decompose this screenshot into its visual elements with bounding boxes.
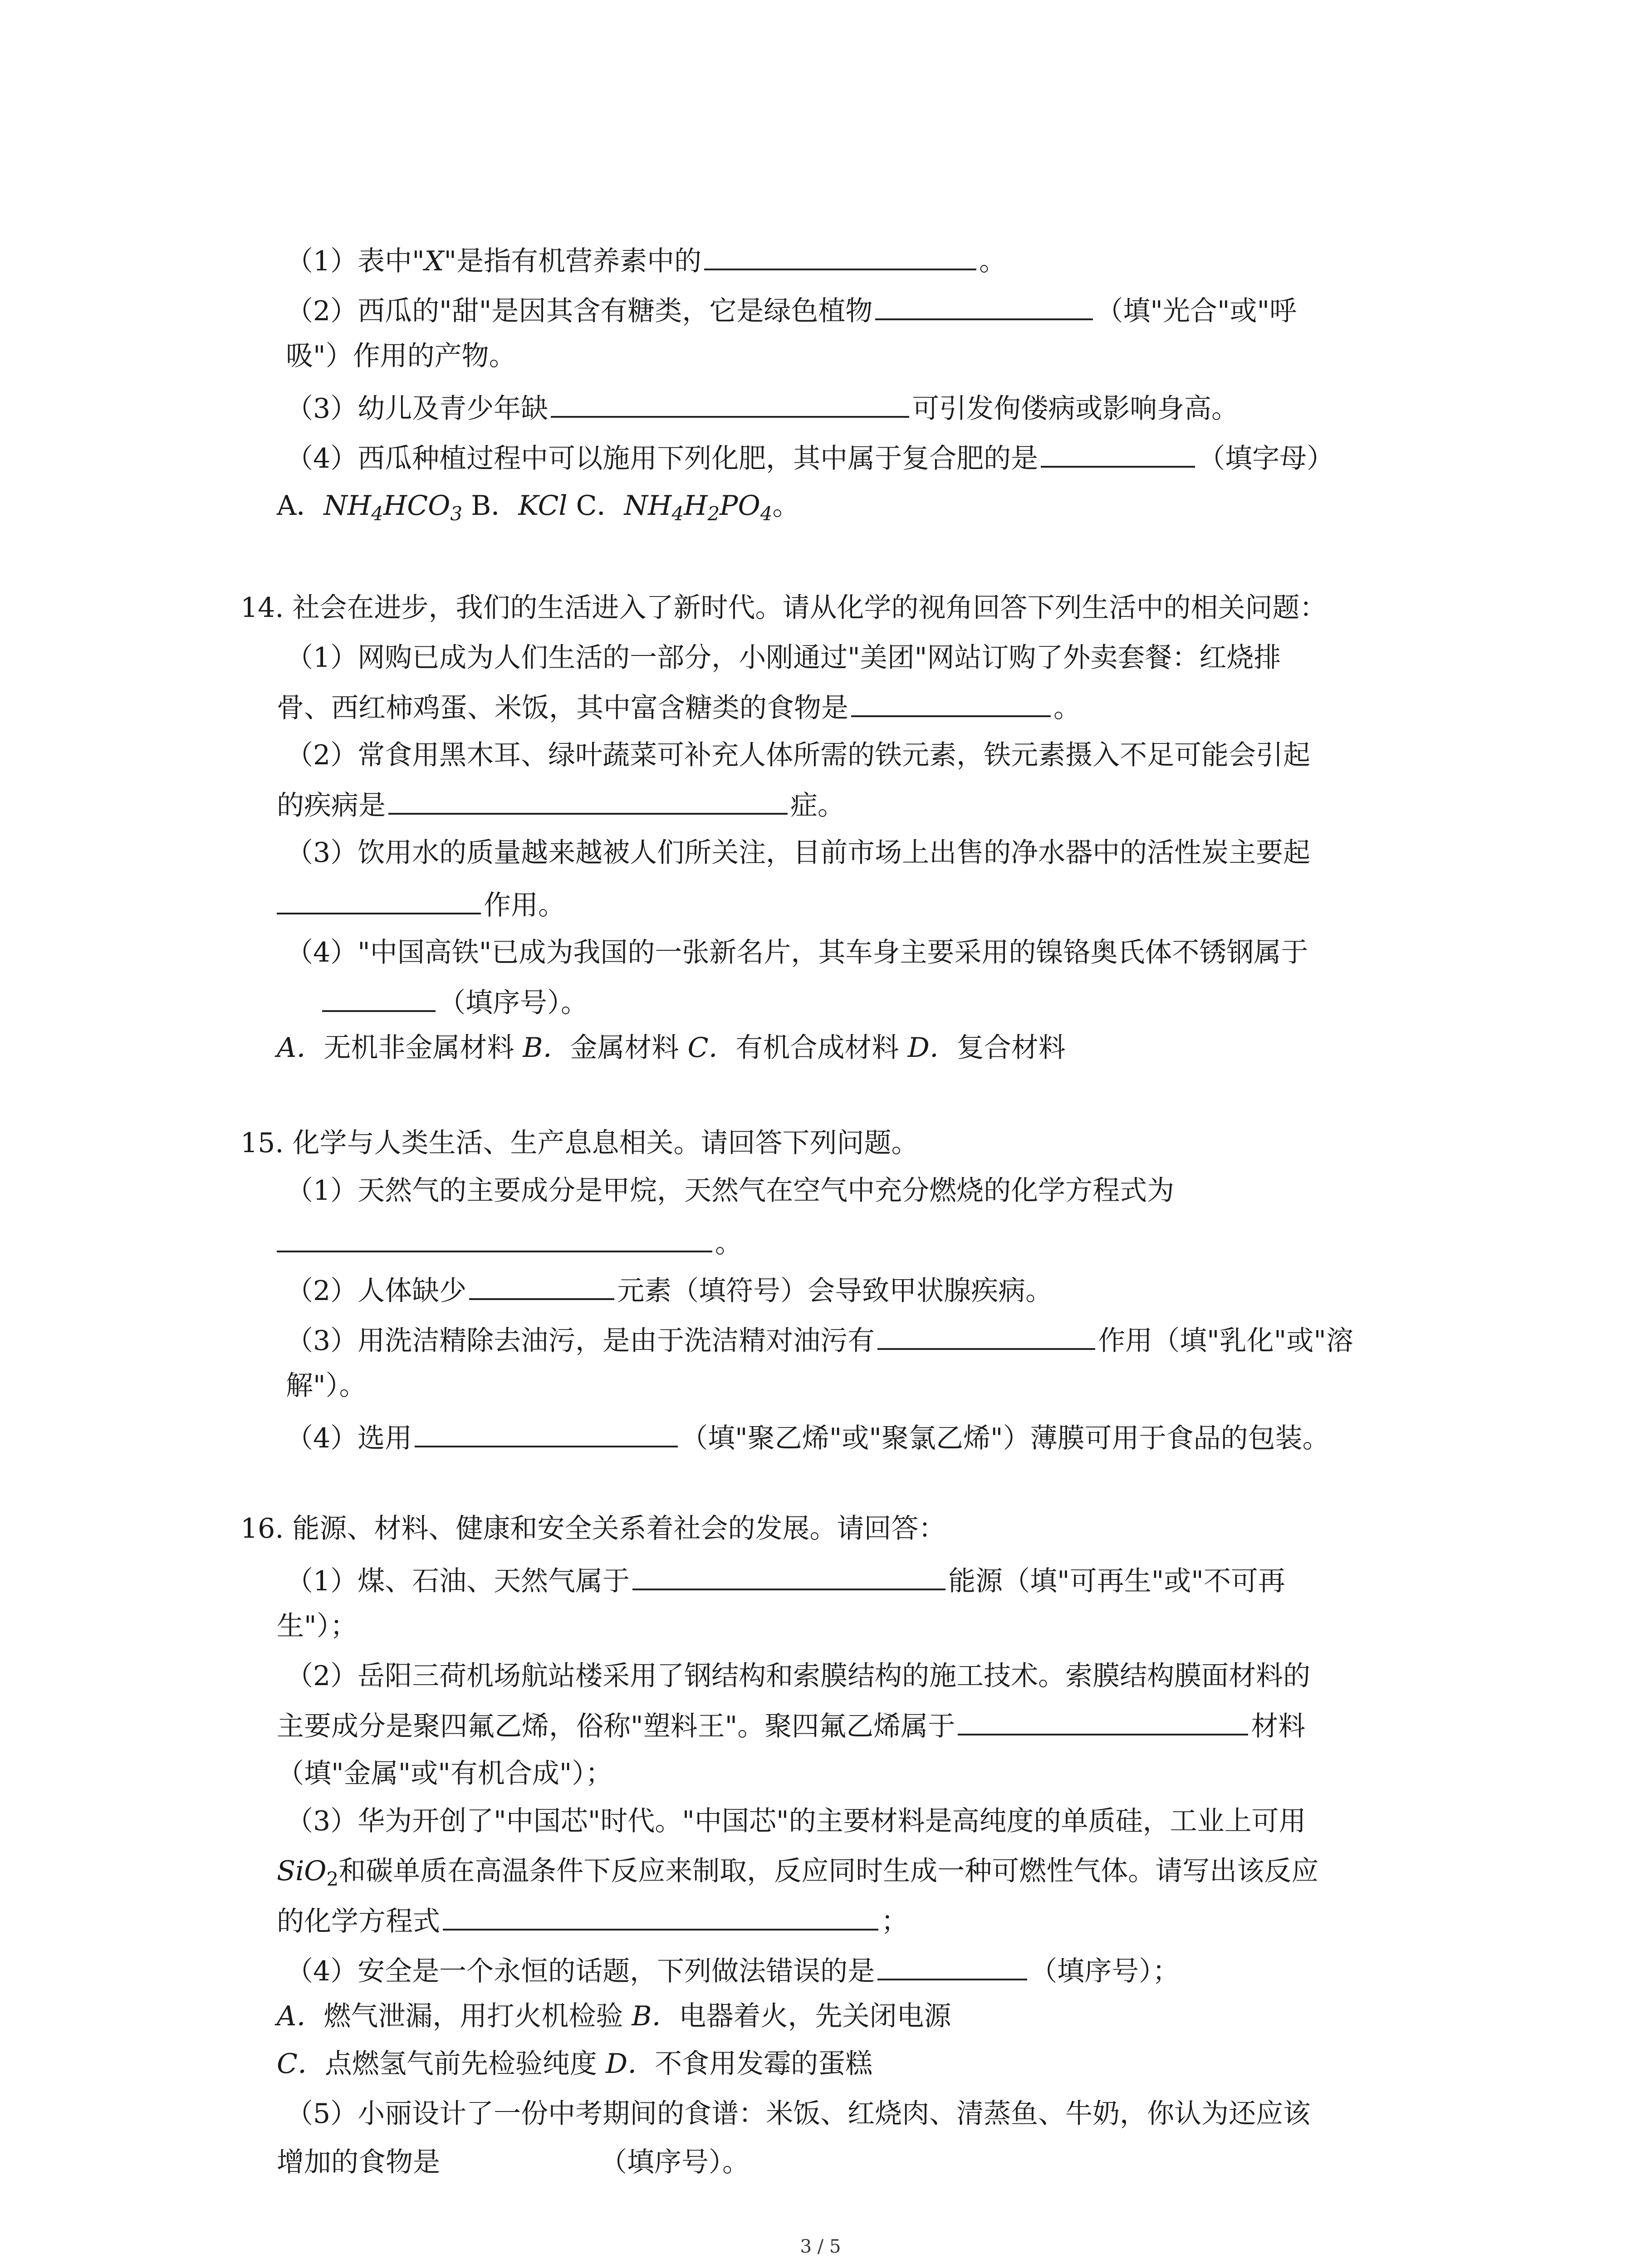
q13-opt-c-po: PO [720, 490, 760, 522]
q13-part3 [286, 388, 1239, 424]
q16-stem [240, 1510, 946, 1547]
q15-part1-cont [277, 1222, 742, 1259]
q13-opt-a-sub3: 3 [450, 503, 463, 525]
q16-p1-text-b: 能源（填"可再生"或"不可再 [948, 1565, 1285, 1597]
q13-p1-text-b: "是指有机营养素中的 [444, 245, 702, 277]
q15-p2-text-b: 元素（填符号）会导致甲状腺疾病。 [617, 1275, 1053, 1307]
q16-p5-text-a: （5）小丽设计了一份中考期间的食谱：米饭、红烧肉、清蒸鱼、牛奶，你认为还应该 [286, 2098, 1311, 2130]
q14-part4 [286, 934, 1308, 971]
q14-opt-a[interactable]: 无机非金属材料 [323, 1032, 514, 1064]
q16-options-row1 [277, 1998, 951, 2034]
q15-part3-cont [286, 1368, 367, 1404]
q15-stem-text: 化学与人类生活、生产息息相关。请回答下列问题。 [292, 1127, 919, 1159]
q13-opt-c-nh: NH [624, 490, 672, 522]
q16-p4-text-b: （填序号）； [1030, 1955, 1180, 1987]
q13-p1-end: 。 [979, 245, 1007, 277]
q15-p3-text-c: 解"）。 [286, 1370, 367, 1402]
q16-p3-end: ； [881, 1906, 908, 1937]
q16-opt-b[interactable]: 电器着火，先关闭电源 [679, 2000, 951, 2032]
q16-part3-cont [277, 1853, 1318, 1889]
q15-p3-blank[interactable] [877, 1320, 1095, 1350]
q13-p2-text-c: 吸"）作用的产物。 [286, 340, 516, 372]
q15-p4-blank[interactable] [415, 1418, 678, 1447]
q16-part3-cont2 [277, 1901, 908, 1937]
q16-opt-a-label: A． [277, 2000, 324, 2032]
q13-opt-a-label: A． [277, 490, 324, 522]
q15-part3 [286, 1320, 1353, 1356]
q16-p5-blank[interactable] [443, 2143, 597, 2171]
q13-p3-text-a: （3）幼儿及青少年缺 [286, 393, 549, 425]
q14-p2-blank[interactable] [388, 785, 788, 815]
q13-p4-blank[interactable] [1041, 438, 1195, 468]
q13-p2-text-a: （2）西瓜的"甜"是因其含有糖类，它是绿色植物 [286, 295, 873, 327]
q13-p4-text-a: （4）西瓜种植过程中可以施用下列化肥，其中属于复合肥的是 [286, 443, 1038, 474]
q15-p3-text-a: （3）用洗洁精除去油污，是由于洗洁精对油污有 [286, 1325, 875, 1357]
q15-p2-blank[interactable] [469, 1270, 614, 1300]
q16-p3-text-b: 和碳单质在高温条件下反应来制取，反应同时生成一种可燃性气体。请写出该反应 [338, 1855, 1319, 1887]
q13-opt-c-sub2: 2 [707, 503, 720, 525]
q16-p3-text-c: 的化学方程式 [277, 1906, 440, 1937]
q16-opt-a[interactable]: 燃气泄漏，用打火机检验 [323, 2000, 623, 2032]
q13-part4 [286, 438, 1334, 474]
q14-opt-a-label: A． [277, 1032, 324, 1064]
q16-p2-text-c: 材料 [1251, 1711, 1306, 1742]
q14-p4-end: （填序号）。 [438, 987, 588, 1019]
q15-p1-end: 。 [715, 1227, 742, 1259]
q15-p2-text-a: （2）人体缺少 [286, 1275, 467, 1307]
q14-part4-cont [277, 982, 588, 1018]
q16-p2-text-b: 主要成分是聚四氟乙烯，俗称"塑料王"。聚四氟乙烯属于 [277, 1711, 955, 1742]
q14-p3-end: 作用。 [484, 890, 565, 921]
q15-part2 [286, 1270, 1053, 1306]
q14-number: 14. [240, 592, 284, 624]
q14-opt-d[interactable]: 复合材料 [956, 1032, 1066, 1064]
q15-p1-blank[interactable] [277, 1222, 712, 1252]
q14-p2-end: 症。 [790, 790, 845, 821]
q14-p4-text-a: （4）"中国高铁"已成为我国的一张新名片，其车身主要采用的镍铬奥氏体不锈钢属于 [286, 937, 1308, 968]
q15-part4 [286, 1418, 1330, 1454]
q14-stem-text: 社会在进步，我们的生活进入了新时代。请从化学的视角回答下列生活中的相关问题： [292, 592, 1327, 624]
q16-part2-cont [277, 1706, 1305, 1742]
q16-part5 [286, 2096, 1310, 2132]
q15-p1-text-a: （1）天然气的主要成分是甲烷，天然气在空气中充分燃烧的化学方程式为 [286, 1175, 1175, 1207]
q13-p1-blank[interactable] [704, 240, 976, 270]
q15-p3-text-b: 作用（填"乳化"或"溶 [1098, 1325, 1353, 1357]
q16-opt-d[interactable]: 不食用发霉的蛋糕 [655, 2048, 873, 2080]
q16-part5-cont [277, 2143, 749, 2180]
q14-p2-text-b: 的疾病是 [277, 790, 386, 821]
q13-opt-c-formula [624, 490, 773, 525]
q16-p5-text-b: 增加的食物是 [277, 2146, 440, 2178]
q13-p3-text-b: 可引发佝偻病或影响身高。 [912, 393, 1239, 425]
q16-number: 16. [240, 1513, 284, 1545]
q14-opt-b-label: B． [523, 1032, 570, 1064]
q15-p4-text-a: （4）选用 [286, 1422, 412, 1454]
q16-part1-cont [277, 1608, 358, 1644]
q16-p3-blank[interactable] [443, 1901, 878, 1931]
q13-opt-c-label: C． [576, 490, 624, 522]
q14-part2-cont [277, 785, 845, 821]
q14-p1-end: 。 [1053, 692, 1081, 724]
q13-opt-a-sub4: 4 [371, 503, 383, 525]
q14-part3-cont [277, 885, 565, 921]
q15-number: 15. [240, 1127, 284, 1159]
q13-p2-text-b: （填"光合"或"呼 [1096, 295, 1297, 327]
q14-part1 [286, 640, 1281, 676]
q16-p2-text-a: （2）岳阳三荷机场航站楼采用了钢结构和索膜结构的施工技术。索膜结构膜面材料的 [286, 1660, 1311, 1692]
q13-opt-end: 。 [772, 490, 800, 522]
q13-part2-cont [286, 338, 516, 374]
q13-options [277, 488, 799, 524]
q16-part1 [286, 1560, 1285, 1597]
q14-opt-b[interactable]: 金属材料 [570, 1032, 679, 1064]
q14-stem [240, 590, 1327, 626]
q13-opt-a-nh: NH [323, 490, 372, 522]
q13-part1 [286, 240, 1006, 277]
q16-p2-blank[interactable] [958, 1706, 1248, 1735]
q14-opt-c[interactable]: 有机合成材料 [735, 1032, 899, 1064]
q13-opt-c-sub4b: 4 [760, 503, 773, 525]
q14-p3-text-a: （3）饮用水的质量越来越被人们所关注，目前市场上出售的净水器中的活性炭主要起 [286, 837, 1311, 869]
q16-part2 [286, 1658, 1310, 1694]
q16-p4-text-a: （4）安全是一个永恒的话题，下列做法错误的是 [286, 1955, 875, 1987]
q16-part2-cont2 [277, 1755, 612, 1792]
q16-p2-text-d: （填"金属"或"有机合成"）； [277, 1758, 613, 1789]
q13-opt-a-hco: HCO [383, 490, 451, 522]
q13-p2-blank[interactable] [875, 290, 1093, 320]
page-number: 3 / 5 [800, 2236, 841, 2257]
q16-p5-end: （填序号）。 [600, 2146, 749, 2178]
q16-opt-c-label: C． [277, 2048, 325, 2080]
q14-p4-blank[interactable] [322, 982, 436, 1012]
q16-p1-text-a: （1）煤、石油、天然气属于 [286, 1565, 630, 1597]
q16-opt-b-label: B． [632, 2000, 679, 2032]
q13-opt-a-formula [323, 490, 463, 525]
q16-part3 [286, 1803, 1306, 1839]
q13-p3-blank[interactable] [551, 388, 909, 418]
q13-opt-b-formula: KCl [518, 490, 568, 522]
q14-part3 [286, 835, 1310, 871]
q14-opt-c-label: C． [687, 1032, 736, 1064]
q13-part2 [286, 290, 1297, 327]
q16-part4 [286, 1950, 1180, 1987]
q14-options [277, 1030, 1066, 1066]
q13-p1-x: X [424, 245, 444, 277]
q15-stem [240, 1125, 919, 1161]
q14-opt-d-label: D． [907, 1032, 957, 1064]
q16-p1-blank[interactable] [632, 1560, 945, 1590]
q13-opt-c-sub4: 4 [671, 503, 684, 525]
q14-p1-text-a: （1）网购已成为人们生活的一部分，小刚通过"美团"网站订购了外卖套餐：红烧排 [286, 642, 1281, 674]
q16-sio2-sub: 2 [326, 1868, 339, 1890]
q14-p3-blank[interactable] [277, 885, 481, 914]
q16-p1-text-c: 生"）； [277, 1610, 358, 1642]
q13-p1-text-a: （1）表中" [286, 245, 425, 277]
q14-p1-text-b: 骨、西红柿鸡蛋、米饭，其中富含糖类的食物是 [277, 692, 848, 724]
q13-opt-c-h: H [684, 490, 708, 522]
q14-part2 [286, 737, 1310, 773]
q14-part1-cont [277, 687, 1081, 723]
q16-p3-text-a: （3）华为开创了"中国芯"时代。"中国芯"的主要材料是高纯度的单质硅，工业上可用 [286, 1805, 1306, 1837]
q16-p4-blank[interactable] [877, 1950, 1027, 1980]
q16-opt-d-label: D． [606, 2048, 655, 2080]
q16-sio2: SiO [277, 1855, 327, 1887]
q16-options-row2 [277, 2046, 872, 2082]
q16-stem-text: 能源、材料、健康和安全关系着社会的发展。请回答： [292, 1513, 946, 1545]
q15-p4-text-b: （填"聚乙烯"或"聚氯乙烯"）薄膜可用于食品的包装。 [681, 1422, 1330, 1454]
q13-p4-text-b: （填字母） [1198, 443, 1334, 474]
q14-p1-blank[interactable] [851, 687, 1051, 717]
q16-opt-c[interactable]: 点燃氢气前先检验纯度 [324, 2048, 597, 2080]
q13-opt-b-label: B． [471, 490, 519, 522]
q15-part1 [286, 1173, 1174, 1209]
q14-p2-text-a: （2）常食用黑木耳、绿叶蔬菜可补充人体所需的铁元素，铁元素摄入不足可能会引起 [286, 739, 1311, 771]
